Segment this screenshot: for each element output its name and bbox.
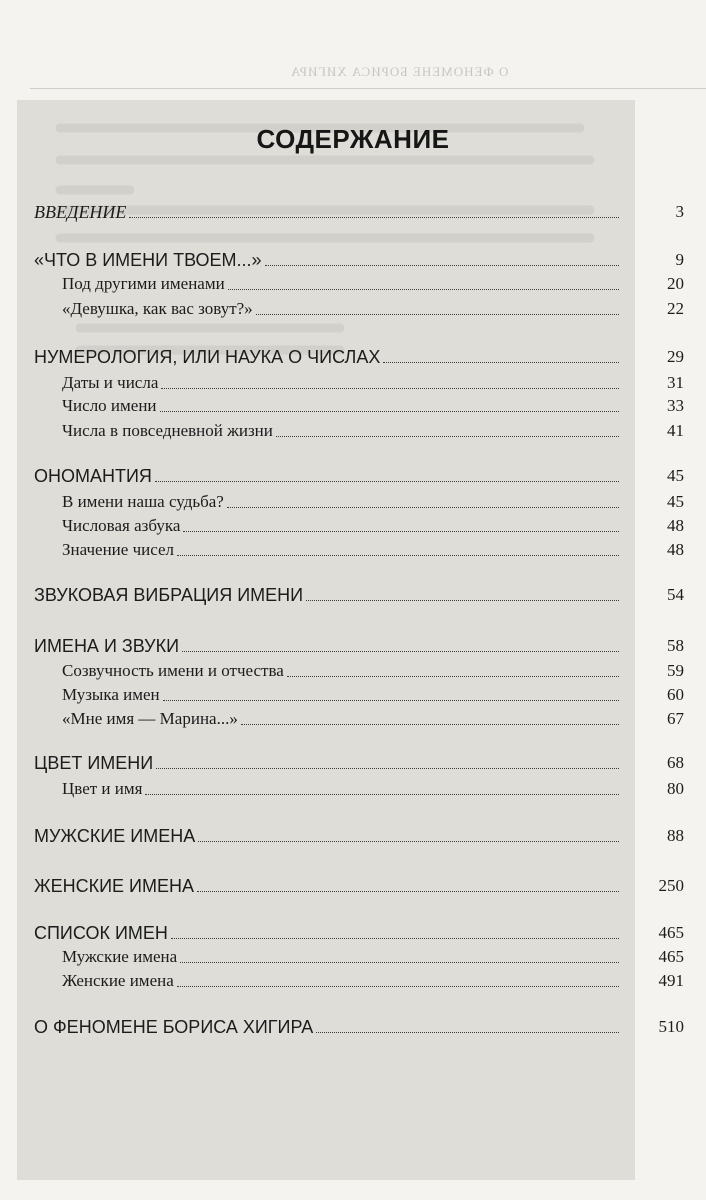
leader-dots bbox=[197, 891, 619, 892]
toc-page-number: 67 bbox=[667, 709, 684, 728]
toc-entry bbox=[34, 463, 684, 489]
toc-entry bbox=[34, 582, 684, 608]
toc-subentry bbox=[62, 944, 684, 970]
toc-label: Музыка имен bbox=[62, 685, 160, 704]
toc-page-number: 68 bbox=[667, 753, 684, 772]
toc-subentry bbox=[62, 658, 684, 684]
toc-entry bbox=[34, 633, 684, 659]
toc-label: Женские имена bbox=[62, 971, 174, 990]
toc-label: ЦВЕТ ИМЕНИ bbox=[34, 753, 154, 773]
toc-label: ВВЕДЕНИЕ bbox=[34, 202, 127, 222]
toc-page-number: 22 bbox=[667, 299, 684, 318]
leader-dots bbox=[276, 436, 619, 437]
toc-page-number: 510 bbox=[658, 1017, 684, 1036]
toc-subentry bbox=[62, 393, 684, 419]
toc-label: О ФЕНОМЕНЕ БОРИСА ХИГИРА bbox=[34, 1017, 314, 1037]
toc-label: Мужские имена bbox=[62, 947, 178, 966]
leader-dots bbox=[180, 962, 619, 963]
toc-subentry bbox=[62, 296, 684, 322]
toc-page-number: 3 bbox=[675, 202, 684, 221]
toc-page-number: 48 bbox=[667, 516, 684, 535]
toc-page-number: 45 bbox=[667, 492, 684, 511]
toc-label: Число имени bbox=[62, 396, 157, 415]
toc-label: Значение чисел bbox=[62, 540, 174, 559]
header-rule bbox=[30, 88, 706, 89]
toc-page-number: 29 bbox=[667, 347, 684, 366]
leader-dots bbox=[287, 676, 619, 677]
toc-entry bbox=[34, 920, 684, 946]
toc-label: Созвучность имени и отчества bbox=[62, 661, 284, 680]
leader-dots bbox=[383, 362, 619, 363]
toc-label: «Мне имя — Марина...» bbox=[62, 709, 238, 728]
toc-subentry bbox=[62, 537, 684, 563]
toc-entry bbox=[34, 344, 684, 370]
toc-page-number: 59 bbox=[667, 661, 684, 680]
toc-subentry bbox=[62, 706, 684, 732]
toc-label: Числовая азбука bbox=[62, 516, 181, 535]
toc-page-number: 9 bbox=[675, 250, 684, 269]
toc-page-number: 58 bbox=[667, 636, 684, 655]
toc-label: ИМЕНА И ЗВУКИ bbox=[34, 636, 180, 656]
toc-subentry bbox=[62, 271, 684, 297]
toc-label: ОНОМАНТИЯ bbox=[34, 466, 152, 486]
toc-entry bbox=[34, 823, 684, 849]
toc-entry bbox=[34, 873, 684, 899]
toc-subentry bbox=[62, 776, 684, 802]
toc-label: В имени наша судьба? bbox=[62, 492, 224, 511]
toc-page-number: 41 bbox=[667, 421, 684, 440]
toc-page-number: 45 bbox=[667, 466, 684, 485]
leader-dots bbox=[306, 600, 619, 601]
toc-page-number: 54 bbox=[667, 585, 684, 604]
leader-dots bbox=[182, 651, 619, 652]
leader-dots bbox=[198, 841, 619, 842]
leader-dots bbox=[177, 555, 619, 556]
leader-dots bbox=[171, 938, 619, 939]
toc-page-number: 33 bbox=[667, 396, 684, 415]
toc-subentry bbox=[62, 418, 684, 444]
toc-subentry bbox=[62, 968, 684, 994]
leader-dots bbox=[316, 1032, 619, 1033]
leader-dots bbox=[145, 794, 619, 795]
toc-entry bbox=[34, 1014, 684, 1040]
toc-page-number: 20 bbox=[667, 274, 684, 293]
leader-dots bbox=[155, 481, 619, 482]
leader-dots bbox=[156, 768, 619, 769]
leader-dots bbox=[183, 531, 619, 532]
toc-label: Под другими именами bbox=[62, 274, 225, 293]
toc-entry bbox=[34, 199, 684, 225]
toc-subentry bbox=[62, 489, 684, 515]
leader-dots bbox=[227, 507, 619, 508]
toc-page-number: 491 bbox=[658, 971, 684, 990]
toc-page-number: 48 bbox=[667, 540, 684, 559]
leader-dots bbox=[160, 411, 619, 412]
toc-page-number: 60 bbox=[667, 685, 684, 704]
toc-entry bbox=[34, 750, 684, 776]
leader-dots bbox=[241, 724, 619, 725]
toc-subentry bbox=[62, 682, 684, 708]
leader-dots bbox=[256, 314, 619, 315]
leader-dots bbox=[163, 700, 619, 701]
leader-dots bbox=[265, 265, 620, 266]
toc-page-number: 88 bbox=[667, 826, 684, 845]
toc-label: Числа в повседневной жизни bbox=[62, 421, 273, 440]
toc-label: Даты и числа bbox=[62, 373, 159, 392]
toc-label: «ЧТО В ИМЕНИ ТВОЕМ...» bbox=[34, 250, 262, 270]
toc-label: Цвет и имя bbox=[62, 779, 143, 798]
page-title: СОДЕРЖАНИЕ bbox=[256, 124, 450, 154]
running-head: О ФЕНОМЕНЕ БОРИСА ХИГИРА bbox=[290, 64, 509, 79]
toc-subentry bbox=[62, 513, 684, 539]
leader-dots bbox=[161, 388, 619, 389]
leader-dots bbox=[228, 289, 619, 290]
leader-dots bbox=[177, 986, 619, 987]
toc-label: МУЖСКИЕ ИМЕНА bbox=[34, 826, 196, 846]
toc-label: НУМЕРОЛОГИЯ, ИЛИ НАУКА О ЧИСЛАХ bbox=[34, 347, 381, 367]
toc-label: ЗВУКОВАЯ ВИБРАЦИЯ ИМЕНИ bbox=[34, 585, 304, 605]
toc-page-number: 465 bbox=[658, 947, 684, 966]
toc-entry bbox=[34, 247, 684, 273]
toc-label: СПИСОК ИМЕН bbox=[34, 923, 168, 943]
toc-page-number: 80 bbox=[667, 779, 684, 798]
leader-dots bbox=[129, 217, 619, 218]
toc-label: ЖЕНСКИЕ ИМЕНА bbox=[34, 876, 194, 896]
toc-page-number: 250 bbox=[658, 876, 684, 895]
toc-page-number: 465 bbox=[658, 923, 684, 942]
toc-label: «Девушка, как вас зовут?» bbox=[62, 299, 253, 318]
toc-page-number: 31 bbox=[667, 373, 684, 392]
